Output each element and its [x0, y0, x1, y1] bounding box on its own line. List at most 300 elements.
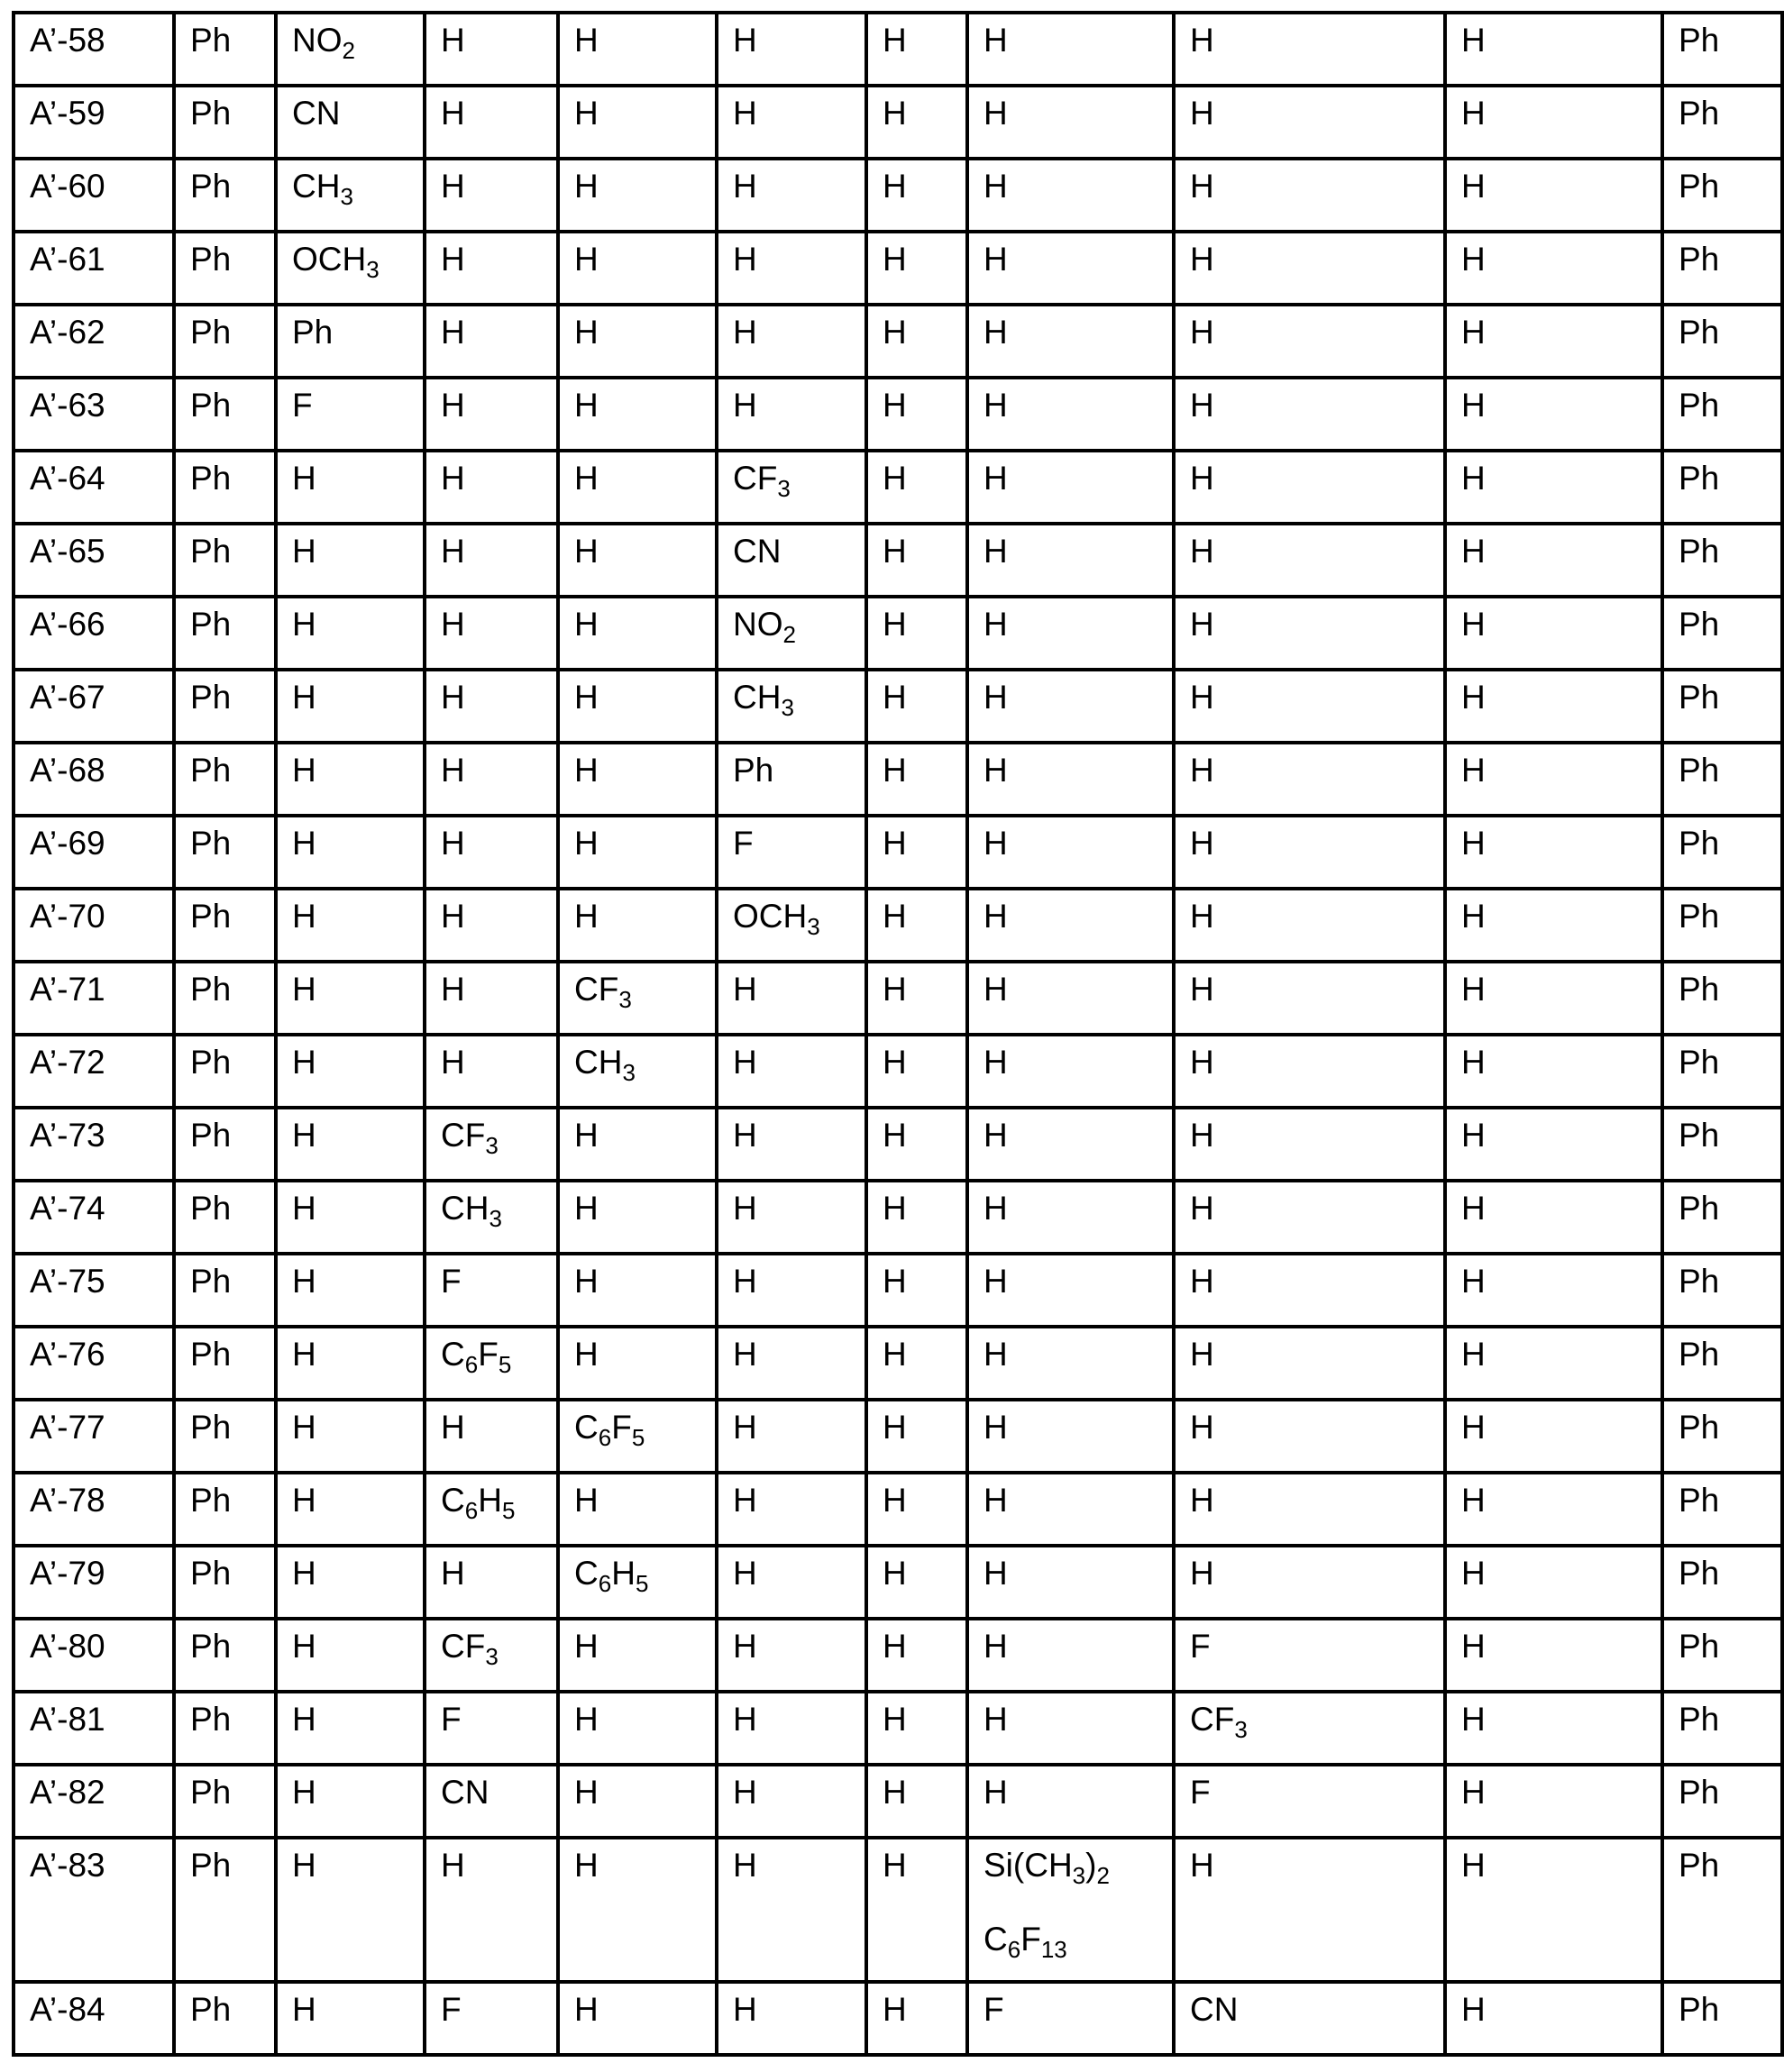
compound-id-cell: A’-70 [14, 889, 174, 962]
substituent-cell: H [1174, 816, 1445, 889]
substituent-cell: Ph [1662, 962, 1782, 1035]
substituent-cell: $CF_3$ [425, 1619, 558, 1692]
substituent-cell: H [1445, 1254, 1662, 1327]
substituent-cell: H [1445, 1619, 1662, 1692]
substituent-cell: H [276, 1473, 425, 1546]
substituent-cell: F [425, 1982, 558, 2055]
substituent-cell: H [866, 524, 967, 597]
substituent-cell: Ph [1662, 1619, 1782, 1692]
substituent-cell: $OCH_3$ [276, 232, 425, 305]
substituent-cell: H [866, 378, 967, 451]
substituent-cell: H [1174, 1254, 1445, 1327]
substituent-cell: H [1174, 1473, 1445, 1546]
substituent-cell: Ph [174, 1838, 276, 1982]
substituent-cell: H [1445, 1765, 1662, 1838]
compound-substituent-table [12, 11, 1784, 2057]
substituent-cell: H [866, 743, 967, 816]
substituent-cell: H [967, 889, 1174, 962]
table-row [14, 1327, 1782, 1400]
substituent-cell: H [1445, 1400, 1662, 1473]
substituent-cell: $CF_3$ [425, 1108, 558, 1181]
substituent-cell: H [558, 451, 717, 524]
substituent-cell: Ph [174, 1765, 276, 1838]
table-row [14, 451, 1782, 524]
substituent-cell: H [717, 1982, 866, 2055]
substituent-cell: H [967, 597, 1174, 670]
substituent-cell: H [558, 1619, 717, 1692]
compound-id-cell: A’-81 [14, 1692, 174, 1765]
substituent-cell: H [425, 159, 558, 232]
substituent-cell: $CH_3$ [558, 1035, 717, 1108]
substituent-cell: H [866, 86, 967, 159]
substituent-cell: H [866, 1692, 967, 1765]
substituent-cell: H [1174, 86, 1445, 159]
substituent-cell: Ph [1662, 670, 1782, 743]
substituent-cell: Ph [174, 597, 276, 670]
substituent-cell: Ph [1662, 1692, 1782, 1765]
substituent-cell: H [1174, 670, 1445, 743]
substituent-cell: Ph [174, 889, 276, 962]
substituent-cell: H [866, 451, 967, 524]
substituent-cell: Ph [174, 159, 276, 232]
substituent-cell: Ph [174, 1400, 276, 1473]
substituent-cell: H [1445, 1838, 1662, 1982]
substituent-cell: H [1174, 305, 1445, 378]
substituent-cell: Ph [1662, 1181, 1782, 1254]
compound-id-cell: A’-80 [14, 1619, 174, 1692]
substituent-cell: H [1445, 962, 1662, 1035]
table-row [14, 1765, 1782, 1838]
substituent-cell: H [866, 597, 967, 670]
substituent-cell: H [425, 670, 558, 743]
substituent-cell: H [866, 1400, 967, 1473]
substituent-cell: H [558, 1692, 717, 1765]
substituent-cell: Ph [174, 670, 276, 743]
substituent-cell: H [967, 451, 1174, 524]
substituent-cell: H [558, 1473, 717, 1546]
substituent-cell: F [425, 1254, 558, 1327]
substituent-cell: H [866, 816, 967, 889]
table-row [14, 1546, 1782, 1619]
substituent-cell: H [558, 159, 717, 232]
substituent-cell: H [717, 1619, 866, 1692]
substituent-cell: Ph [174, 816, 276, 889]
substituent-cell: H [558, 1108, 717, 1181]
table-row [14, 1035, 1782, 1108]
compound-id-cell: A’-78 [14, 1473, 174, 1546]
substituent-cell: H [558, 305, 717, 378]
substituent-cell: H [866, 1108, 967, 1181]
substituent-cell: H [967, 1400, 1174, 1473]
substituent-cell: H [967, 1181, 1174, 1254]
table-row [14, 889, 1782, 962]
substituent-cell: Ph [1662, 889, 1782, 962]
substituent-cell: H [717, 1473, 866, 1546]
substituent-cell: H [425, 962, 558, 1035]
table-row [14, 597, 1782, 670]
substituent-cell: H [425, 1400, 558, 1473]
substituent-cell: $CH_3$ [425, 1181, 558, 1254]
substituent-cell: H [276, 597, 425, 670]
substituent-cell: H [1174, 889, 1445, 962]
substituent-cell: H [967, 1619, 1174, 1692]
substituent-cell: H [967, 1546, 1174, 1619]
substituent-cell: H [558, 378, 717, 451]
substituent-cell: H [558, 743, 717, 816]
substituent-cell: Ph [1662, 743, 1782, 816]
substituent-cell: Ph [1662, 1035, 1782, 1108]
substituent-cell: $OCH_3$ [717, 889, 866, 962]
substituent-cell: $C_6H_5$ [425, 1473, 558, 1546]
substituent-cell: Ph [174, 1982, 276, 2055]
substituent-cell: $CH_3$ [276, 159, 425, 232]
substituent-cell: H [425, 743, 558, 816]
substituent-cell: H [558, 1982, 717, 2055]
compound-id-cell: A’-75 [14, 1254, 174, 1327]
substituent-cell: H [1174, 1400, 1445, 1473]
substituent-cell: H [425, 13, 558, 86]
substituent-cell: H [866, 670, 967, 743]
substituent-cell: H [276, 1327, 425, 1400]
compound-id-cell: A’-60 [14, 159, 174, 232]
substituent-cell: $CF_3$ [1174, 1692, 1445, 1765]
substituent-cell: H [276, 1400, 425, 1473]
substituent-cell: H [967, 816, 1174, 889]
substituent-cell: H [1445, 1108, 1662, 1181]
substituent-cell: Ph [174, 86, 276, 159]
substituent-cell: H [717, 1400, 866, 1473]
substituent-cell: H [276, 1838, 425, 1982]
substituent-cell: H [967, 743, 1174, 816]
compound-id-cell: A’-69 [14, 816, 174, 889]
substituent-cell: H [866, 1254, 967, 1327]
substituent-cell: H [1445, 159, 1662, 232]
compound-id-cell: A’-63 [14, 378, 174, 451]
table-row [14, 743, 1782, 816]
substituent-cell: $CF_3$ [717, 451, 866, 524]
substituent-cell: H [558, 1254, 717, 1327]
substituent-cell: Ph [1662, 1108, 1782, 1181]
substituent-cell: H [967, 1765, 1174, 1838]
substituent-cell: H [967, 305, 1174, 378]
substituent-cell: Ph [174, 305, 276, 378]
table-row [14, 378, 1782, 451]
table-row [14, 1692, 1782, 1765]
table-row [14, 1254, 1782, 1327]
table-row [14, 1473, 1782, 1546]
substituent-cell: Ph [1662, 232, 1782, 305]
substituent-cell: Ph [717, 743, 866, 816]
substituent-cell: H [276, 670, 425, 743]
substituent-cell: Ph [174, 1254, 276, 1327]
substituent-cell: H [717, 1035, 866, 1108]
substituent-cell: H [967, 962, 1174, 1035]
substituent-cell: $CH_3$ [717, 670, 866, 743]
substituent-cell: H [1445, 1692, 1662, 1765]
substituent-cell: H [1174, 232, 1445, 305]
substituent-cell: H [558, 86, 717, 159]
substituent-cell: H [717, 378, 866, 451]
substituent-cell: H [967, 159, 1174, 232]
substituent-cell: Ph [1662, 1838, 1782, 1982]
substituent-cell: H [717, 962, 866, 1035]
substituent-cell: Ph [1662, 1327, 1782, 1400]
substituent-cell: H [967, 670, 1174, 743]
substituent-cell: H [717, 305, 866, 378]
substituent-cell: Ph [174, 1473, 276, 1546]
substituent-cell: Ph [174, 1108, 276, 1181]
substituent-cell: H [558, 1327, 717, 1400]
substituent-cell: H [717, 159, 866, 232]
table-row [14, 1400, 1782, 1473]
substituent-cell: H [276, 1035, 425, 1108]
substituent-cell: H [866, 305, 967, 378]
compound-id-cell: A’-67 [14, 670, 174, 743]
substituent-cell: H [967, 1035, 1174, 1108]
substituent-cell: H [1174, 1838, 1445, 1982]
substituent-cell: H [1445, 378, 1662, 451]
substituent-cell: Ph [1662, 159, 1782, 232]
substituent-cell: H [717, 1692, 866, 1765]
substituent-cell: Ph [1662, 524, 1782, 597]
compound-id-cell: A’-59 [14, 86, 174, 159]
substituent-cell: H [967, 13, 1174, 86]
substituent-cell: CN [425, 1765, 558, 1838]
compound-id-cell: A’-79 [14, 1546, 174, 1619]
substituent-cell: H [425, 1035, 558, 1108]
substituent-cell: H [276, 816, 425, 889]
substituent-cell: H [1445, 305, 1662, 378]
substituent-cell: Ph [1662, 597, 1782, 670]
substituent-cell: $NO_2$ [276, 13, 425, 86]
substituent-cell: H [717, 1254, 866, 1327]
substituent-cell: Ph [1662, 13, 1782, 86]
substituent-cell: H [425, 232, 558, 305]
substituent-cell: H [558, 524, 717, 597]
substituent-cell: H [276, 1692, 425, 1765]
substituent-cell: H [967, 232, 1174, 305]
substituent-cell: H [967, 378, 1174, 451]
table-row [14, 305, 1782, 378]
substituent-cell: Ph [1662, 378, 1782, 451]
substituent-cell: $C_6F_5$ [558, 1400, 717, 1473]
substituent-cell: H [1445, 1982, 1662, 2055]
substituent-cell: Ph [276, 305, 425, 378]
table-row [14, 670, 1782, 743]
substituent-cell: H [276, 889, 425, 962]
substituent-cell: Ph [174, 1181, 276, 1254]
substituent-cell: H [717, 1838, 866, 1982]
substituent-cell: H [717, 1546, 866, 1619]
substituent-cell: H [967, 1254, 1174, 1327]
substituent-cell: H [276, 1982, 425, 2055]
substituent-cell: Ph [174, 451, 276, 524]
substituent-cell: H [1174, 524, 1445, 597]
compound-id-cell: A’-58 [14, 13, 174, 86]
substituent-cell: Ph [174, 232, 276, 305]
table-row [14, 1108, 1782, 1181]
compound-id-cell: A’-84 [14, 1982, 174, 2055]
substituent-cell: H [558, 597, 717, 670]
substituent-cell: F [425, 1692, 558, 1765]
substituent-cell: H [1174, 378, 1445, 451]
compound-id-cell: A’-68 [14, 743, 174, 816]
substituent-cell: $CF_3$ [558, 962, 717, 1035]
substituent-cell: Ph [174, 962, 276, 1035]
substituent-cell: F [717, 816, 866, 889]
substituent-cell: H [558, 1838, 717, 1982]
substituent-cell: Ph [174, 1035, 276, 1108]
substituent-cell: $C_6F_5$ [425, 1327, 558, 1400]
compound-id-cell: A’-64 [14, 451, 174, 524]
substituent-cell: H [1445, 743, 1662, 816]
substituent-cell: Ph [1662, 451, 1782, 524]
substituent-cell: H [1445, 524, 1662, 597]
table-body [14, 13, 1782, 2055]
substituent-cell: H [717, 13, 866, 86]
substituent-cell: H [866, 1327, 967, 1400]
compound-id-cell: A’-74 [14, 1181, 174, 1254]
substituent-cell: H [866, 159, 967, 232]
substituent-cell: $NO_2$ [717, 597, 866, 670]
substituent-cell: H [717, 86, 866, 159]
substituent-cell: H [1174, 1108, 1445, 1181]
substituent-cell: H [866, 232, 967, 305]
substituent-cell: H [276, 1765, 425, 1838]
substituent-cell: H [866, 1546, 967, 1619]
compound-id-cell: A’-71 [14, 962, 174, 1035]
substituent-cell: H [276, 962, 425, 1035]
substituent-cell: H [717, 1327, 866, 1400]
table-row [14, 86, 1782, 159]
substituent-cell: H [276, 1108, 425, 1181]
substituent-cell: H [866, 1765, 967, 1838]
substituent-cell: H [425, 597, 558, 670]
substituent-cell: Ph [174, 378, 276, 451]
substituent-cell: H [276, 1181, 425, 1254]
substituent-cell: H [1174, 451, 1445, 524]
substituent-cell: H [276, 1254, 425, 1327]
substituent-cell: $Si(CH_3)_2$ $C_6F_{13}$ [967, 1838, 1174, 1982]
substituent-cell: F [967, 1982, 1174, 2055]
substituent-cell: Ph [174, 1692, 276, 1765]
substituent-cell: H [1445, 232, 1662, 305]
table-row [14, 524, 1782, 597]
substituent-cell: H [558, 889, 717, 962]
substituent-cell: H [276, 524, 425, 597]
substituent-cell: H [425, 889, 558, 962]
substituent-cell: H [866, 1473, 967, 1546]
substituent-cell: Ph [174, 1619, 276, 1692]
substituent-cell: Ph [1662, 1400, 1782, 1473]
substituent-cell: H [1445, 597, 1662, 670]
substituent-cell: H [558, 1181, 717, 1254]
substituent-cell: H [717, 1765, 866, 1838]
substituent-cell: H [967, 524, 1174, 597]
substituent-cell: F [1174, 1765, 1445, 1838]
substituent-cell: H [1174, 1546, 1445, 1619]
table-row [14, 1838, 1782, 1982]
substituent-cell: H [425, 305, 558, 378]
substituent-cell: H [1174, 962, 1445, 1035]
substituent-cell: H [866, 1838, 967, 1982]
substituent-cell: Ph [1662, 1473, 1782, 1546]
substituent-cell: H [1174, 1181, 1445, 1254]
substituent-cell: Ph [174, 1327, 276, 1400]
substituent-cell: H [276, 1619, 425, 1692]
table-row [14, 232, 1782, 305]
substituent-cell: H [1445, 13, 1662, 86]
compound-id-cell: A’-76 [14, 1327, 174, 1400]
substituent-cell: Ph [1662, 86, 1782, 159]
substituent-cell: H [717, 232, 866, 305]
substituent-cell: H [1445, 1473, 1662, 1546]
substituent-cell: H [425, 1838, 558, 1982]
substituent-cell: Ph [1662, 1254, 1782, 1327]
substituent-cell: H [558, 816, 717, 889]
substituent-cell: H [1174, 1035, 1445, 1108]
substituent-cell: H [717, 1181, 866, 1254]
substituent-cell: H [276, 1546, 425, 1619]
substituent-cell: H [967, 1692, 1174, 1765]
substituent-cell: H [1445, 1546, 1662, 1619]
substituent-cell: H [1445, 1181, 1662, 1254]
substituent-cell: H [1445, 451, 1662, 524]
substituent-cell: H [1445, 889, 1662, 962]
substituent-cell: H [1174, 597, 1445, 670]
substituent-cell: F [1174, 1619, 1445, 1692]
substituent-cell: H [425, 816, 558, 889]
compound-id-cell: A’-77 [14, 1400, 174, 1473]
substituent-cell: Ph [1662, 1546, 1782, 1619]
substituent-cell: H [1174, 1327, 1445, 1400]
compound-id-cell: A’-66 [14, 597, 174, 670]
substituent-cell: H [276, 451, 425, 524]
substituent-cell: Ph [1662, 816, 1782, 889]
substituent-cell: H [967, 1327, 1174, 1400]
table-row [14, 962, 1782, 1035]
compound-id-cell: A’-73 [14, 1108, 174, 1181]
substituent-cell: H [1445, 670, 1662, 743]
table-row [14, 1181, 1782, 1254]
substituent-cell: Ph [1662, 1765, 1782, 1838]
substituent-cell: H [1445, 86, 1662, 159]
compound-id-cell: A’-62 [14, 305, 174, 378]
table-row [14, 13, 1782, 86]
substituent-cell: H [967, 1108, 1174, 1181]
compound-id-cell: A’-61 [14, 232, 174, 305]
substituent-cell: Ph [1662, 1982, 1782, 2055]
compound-id-cell: A’-82 [14, 1765, 174, 1838]
substituent-cell: H [558, 1765, 717, 1838]
table-row [14, 816, 1782, 889]
substituent-cell: H [866, 962, 967, 1035]
substituent-cell: H [425, 86, 558, 159]
substituent-cell: H [425, 1546, 558, 1619]
substituent-cell: H [1174, 13, 1445, 86]
substituent-cell: H [967, 86, 1174, 159]
substituent-cell: Ph [174, 13, 276, 86]
compound-id-cell: A’-83 [14, 1838, 174, 1982]
substituent-cell: Ph [1662, 305, 1782, 378]
substituent-cell: H [866, 1619, 967, 1692]
compound-id-cell: A’-65 [14, 524, 174, 597]
substituent-cell: H [425, 524, 558, 597]
substituent-cell: H [866, 1181, 967, 1254]
table-row [14, 1619, 1782, 1692]
substituent-cell: CN [717, 524, 866, 597]
substituent-cell: H [1174, 159, 1445, 232]
